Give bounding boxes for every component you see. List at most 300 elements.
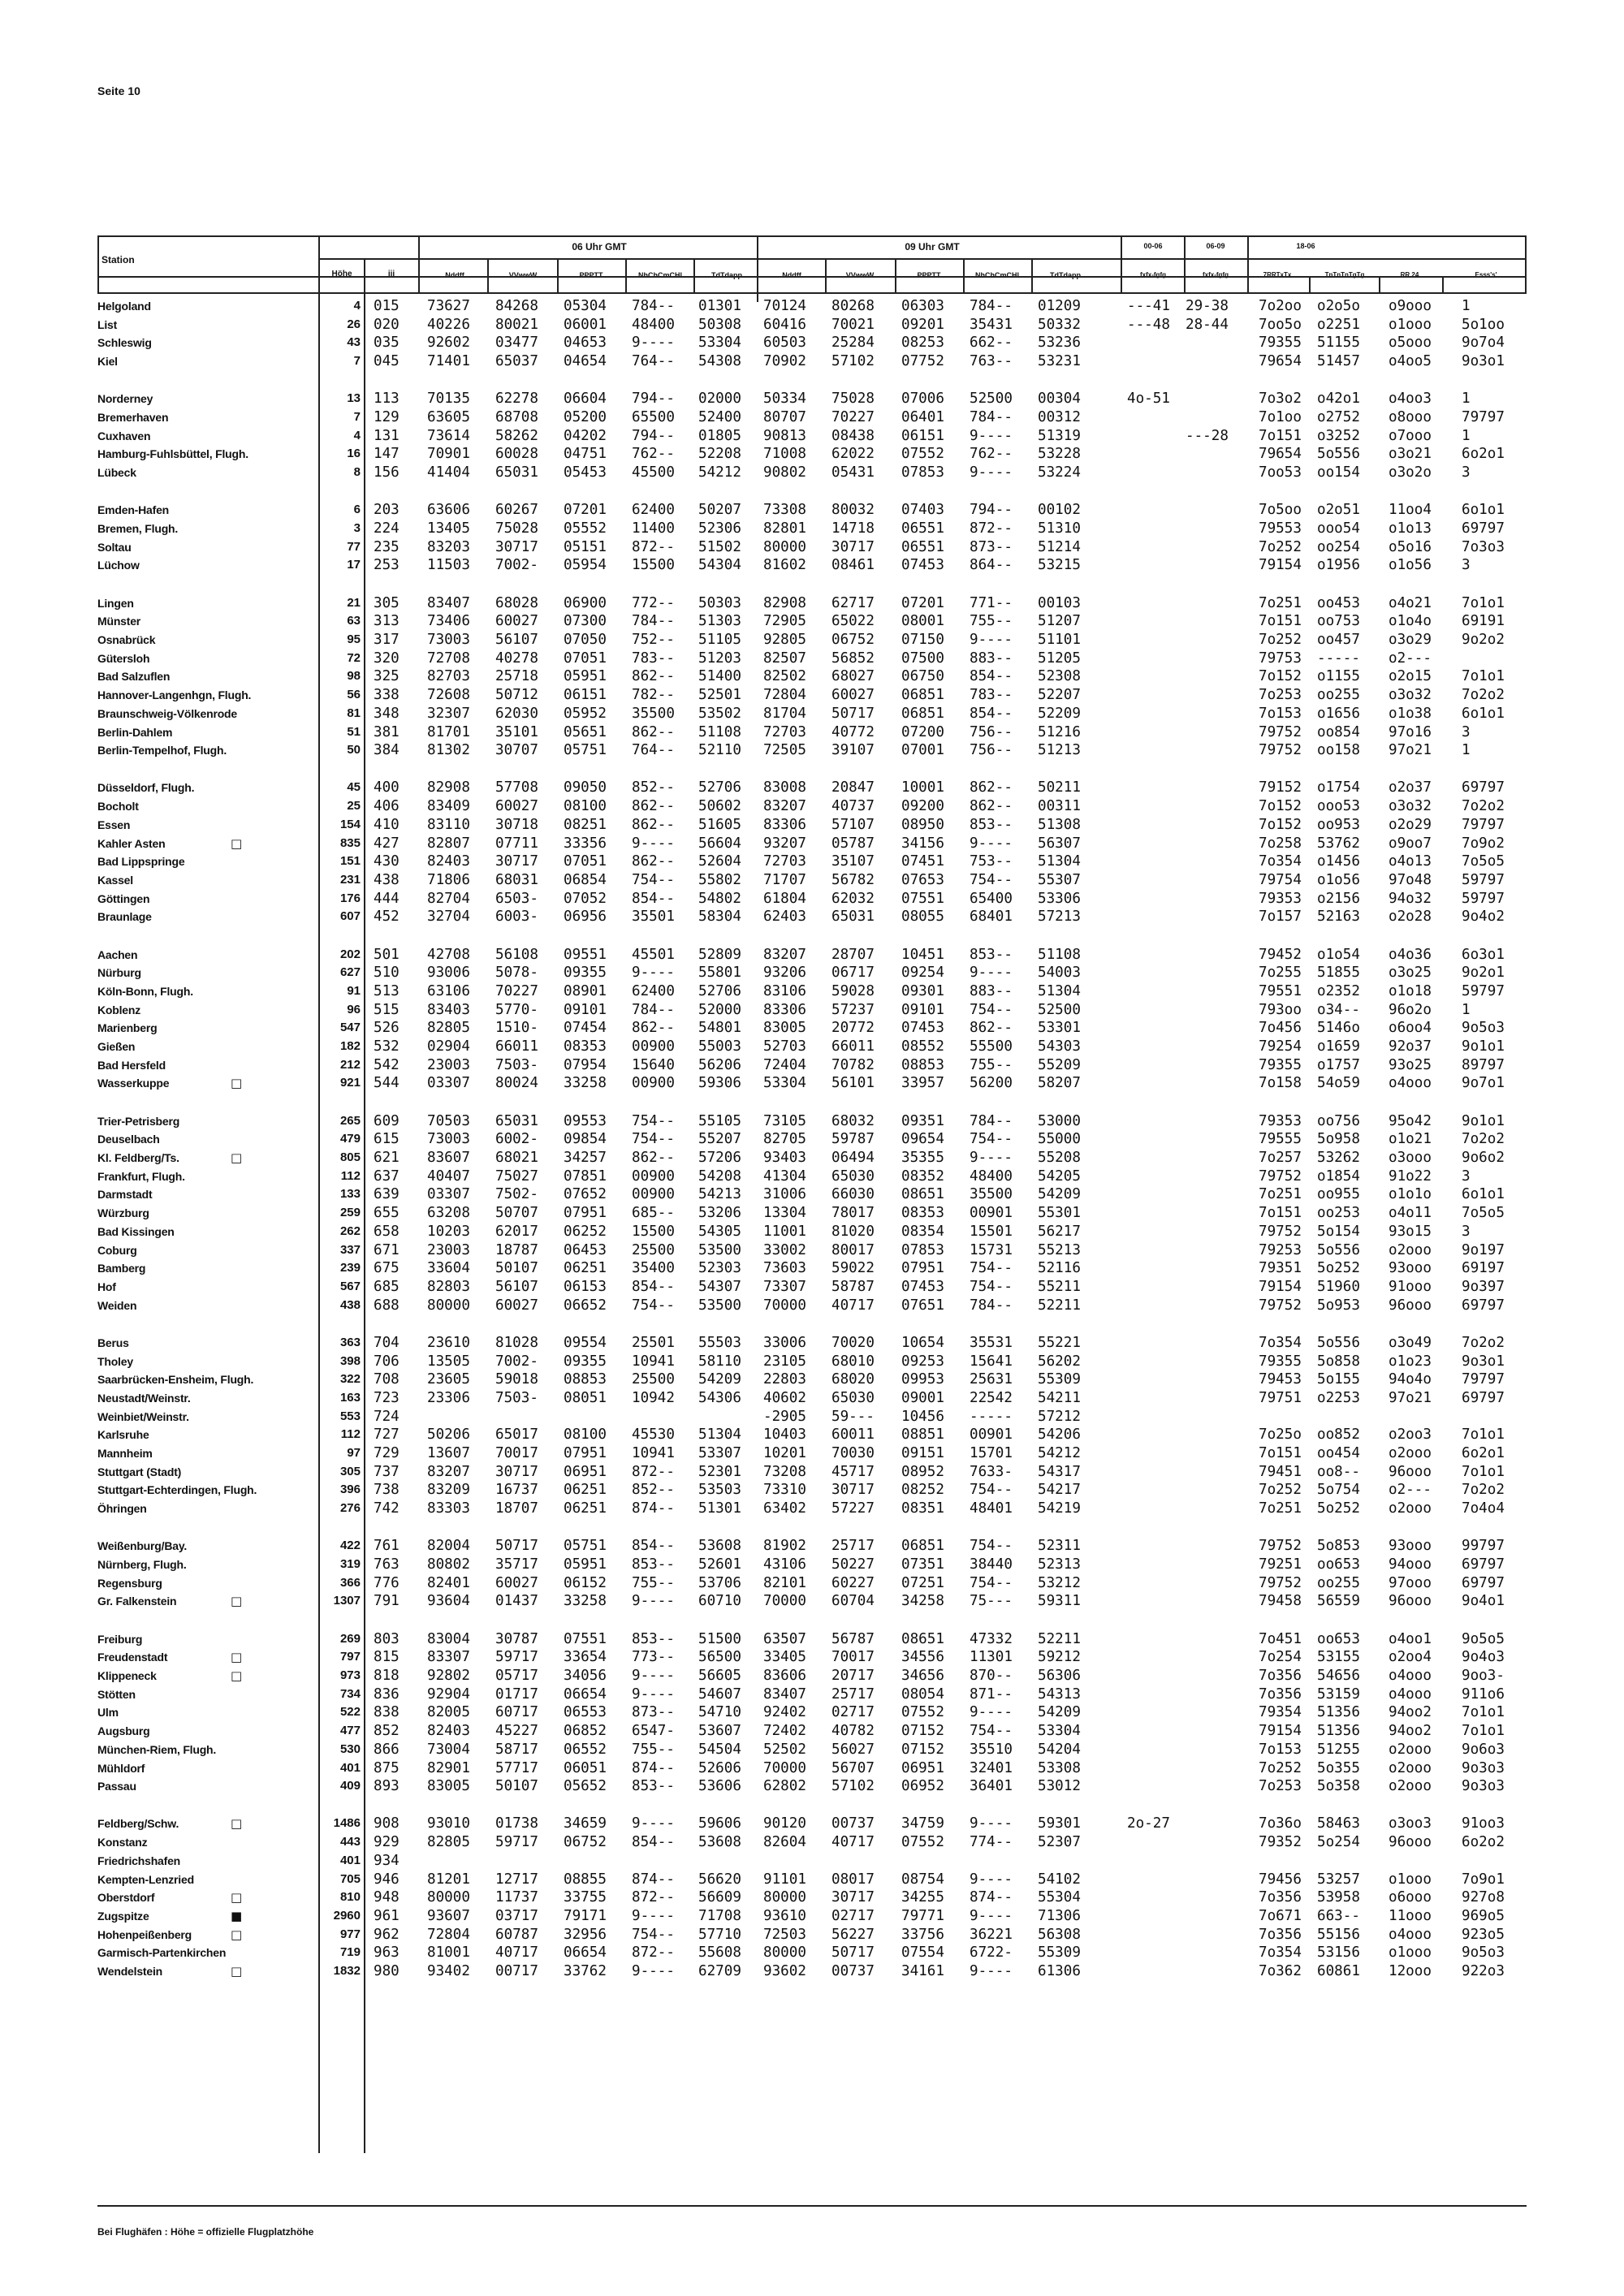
cell-tn: 53262: [1317, 1150, 1360, 1166]
cell-rr-tx: 7o1oo: [1259, 409, 1302, 425]
rule: [1442, 276, 1444, 294]
cell-09-ppptt: 06750: [901, 668, 944, 685]
cell-09-nddff: 72404: [763, 1056, 806, 1073]
cell-06-nddff: 23306: [427, 1389, 470, 1406]
cell-06-dewpoint: 54213: [698, 1186, 741, 1203]
station-name: Bad Kissingen: [97, 1224, 175, 1238]
cell-06-clouds: 25500: [632, 1371, 675, 1388]
cell-rr-tx: 79456: [1259, 1871, 1302, 1888]
cell-gust-0609: 29-38: [1186, 298, 1229, 314]
cell-06-vvwww: 7503-: [495, 1389, 538, 1406]
cell-09-nddff: 62403: [763, 908, 806, 926]
table-row: [0, 612, 1624, 630]
cell-09-nddff: 83005: [763, 1020, 806, 1037]
cell-09-vvwww: 59022: [831, 1260, 875, 1277]
table-row: [0, 297, 1624, 315]
cell-snow: 9o3o1: [1462, 1353, 1505, 1370]
station-elevation: 409: [339, 1779, 361, 1793]
cell-06-dewpoint: 54801: [698, 1020, 741, 1037]
cell-06-clouds: 794--: [632, 427, 675, 444]
station-elevation: 398: [339, 1353, 361, 1368]
cell-rr-tx: 79752: [1259, 742, 1302, 759]
cell-iii: 742: [374, 1500, 400, 1517]
station-elevation: 567: [339, 1279, 361, 1293]
station-name: Mannheim: [97, 1447, 153, 1460]
cell-06-ppptt: 33654: [564, 1649, 607, 1666]
cell-tn: oo8--: [1317, 1463, 1360, 1480]
cell-tn: 55156: [1317, 1926, 1360, 1943]
cell-09-nddff: 80000: [763, 1944, 806, 1962]
cell-09-nddff: 70000: [763, 1593, 806, 1610]
cell-06-ppptt: 04751: [564, 446, 607, 463]
cell-snow: 1: [1462, 427, 1471, 444]
cell-09-ppptt: 07351: [901, 1556, 944, 1573]
cell-09-dewpoint: 53228: [1038, 446, 1081, 463]
cell-06-vvwww: 30717: [495, 538, 538, 555]
cell-06-vvwww: 66011: [495, 1038, 538, 1055]
cell-06-clouds: 62400: [632, 982, 675, 999]
cell-iii: 818: [374, 1668, 400, 1684]
cell-09-nddff: 83306: [763, 1001, 806, 1018]
cell-06-dewpoint: 52706: [698, 779, 741, 796]
cell-06-clouds: 764--: [632, 353, 675, 370]
station-name: Stuttgart (Stadt): [97, 1465, 182, 1478]
station-name: Würzburg: [97, 1206, 149, 1220]
rule: [1121, 235, 1122, 294]
cell-09-clouds: 68401: [970, 908, 1013, 926]
cell-09-clouds: 9----: [970, 1963, 1013, 1979]
table-row: [0, 316, 1624, 334]
cell-06-clouds: 35501: [632, 908, 675, 926]
cell-09-ppptt: 34255: [901, 1889, 944, 1906]
cell-06-dewpoint: 54710: [698, 1704, 741, 1721]
cell-09-nddff: 43106: [763, 1556, 806, 1573]
cell-06-dewpoint: 53606: [698, 1778, 741, 1795]
cell-06-ppptt: 33755: [564, 1889, 607, 1906]
cell-09-dewpoint: 52209: [1038, 705, 1081, 722]
header-station: Station: [102, 254, 135, 265]
cell-09-clouds: 9----: [970, 1704, 1013, 1721]
cell-09-vvwww: 60227: [831, 1574, 875, 1591]
cell-09-dewpoint: 55309: [1038, 1371, 1081, 1388]
cell-09-nddff: 33405: [763, 1649, 806, 1666]
station-name: Berus: [97, 1336, 129, 1349]
header-06-dewpoint: TdTdapp: [711, 271, 742, 279]
cell-tn: oo254: [1317, 538, 1360, 555]
mountain-station-marker-icon: ■: [231, 1908, 243, 1923]
cell-06-dewpoint: 52000: [698, 1001, 741, 1018]
cell-06-clouds: 874--: [632, 1759, 675, 1776]
cell-snow: 6o2o1: [1462, 1445, 1505, 1461]
cell-09-dewpoint: 55221: [1038, 1334, 1081, 1351]
cell-09-vvwww: 02717: [831, 1704, 875, 1721]
cell-06-clouds: 9----: [632, 835, 675, 852]
cell-tn: oo158: [1317, 742, 1360, 759]
cell-tn: 5o556: [1317, 446, 1360, 463]
station-elevation: 17: [347, 558, 361, 572]
cell-06-nddff: 82403: [427, 853, 470, 870]
table-row: [0, 1019, 1624, 1037]
cell-06-ppptt: 33762: [564, 1963, 607, 1979]
cell-rr24: o2---: [1389, 1482, 1432, 1499]
cell-09-vvwww: 68010: [831, 1353, 875, 1370]
cell-rr24: o1o38: [1389, 705, 1432, 722]
cell-06-vvwww: 60027: [495, 613, 538, 630]
table-row: [0, 1389, 1624, 1407]
cell-09-clouds: 11301: [970, 1649, 1013, 1666]
cell-09-clouds: 864--: [970, 557, 1013, 574]
station-elevation: 973: [339, 1668, 361, 1682]
cell-06-nddff: 63606: [427, 502, 470, 519]
cell-09-vvwww: 62022: [831, 446, 875, 463]
cell-rr24: o2o28: [1389, 908, 1432, 926]
station-name: Lübeck: [97, 466, 136, 480]
station-elevation: 21: [347, 595, 361, 610]
cell-rr-tx: 7o252: [1259, 538, 1302, 555]
cell-06-ppptt: 07051: [564, 650, 607, 667]
table-row: [0, 890, 1624, 908]
cell-06-nddff: 73406: [427, 613, 470, 630]
station-elevation: 91: [347, 983, 361, 998]
cell-06-dewpoint: 01301: [698, 298, 741, 314]
cell-tn: 5o556: [1317, 1241, 1360, 1258]
cell-snow: 7o1o1: [1462, 1426, 1505, 1444]
cell-09-vvwww: 30717: [831, 538, 875, 555]
station-elevation: 95: [347, 632, 361, 646]
cell-09-dewpoint: 53301: [1038, 1020, 1081, 1037]
cell-06-nddff: 83303: [427, 1500, 470, 1517]
cell-snow: 922o3: [1462, 1963, 1505, 1979]
cell-rr24: 91ooo: [1389, 1278, 1432, 1295]
cell-09-nddff: 90120: [763, 1815, 806, 1832]
cell-09-vvwww: 68032: [831, 1112, 875, 1129]
cell-06-dewpoint: 56620: [698, 1871, 741, 1888]
rule: [97, 276, 1527, 278]
table-row: [0, 686, 1624, 704]
cell-06-dewpoint: 54304: [698, 557, 741, 574]
cell-09-vvwww: 20772: [831, 1020, 875, 1037]
cell-06-vvwww: 00717: [495, 1963, 538, 1979]
cell-rr24: o6ooo: [1389, 1889, 1432, 1906]
cell-tn: oo457: [1317, 632, 1360, 648]
cell-06-clouds: 852--: [632, 1482, 675, 1499]
station-elevation: 835: [339, 835, 361, 850]
station-elevation: 7: [353, 410, 361, 424]
cell-09-dewpoint: 59212: [1038, 1649, 1081, 1666]
cell-06-dewpoint: 52110: [698, 742, 741, 759]
cell-09-clouds: 873--: [970, 538, 1013, 555]
cell-06-ppptt: 06752: [564, 1834, 607, 1851]
cell-snow: 69191: [1462, 613, 1505, 630]
table-row: [0, 1592, 1624, 1610]
cell-09-nddff: 33006: [763, 1334, 806, 1351]
station-elevation: 422: [339, 1539, 361, 1553]
station-elevation: 3: [353, 521, 361, 535]
cell-09-nddff: 52502: [763, 1741, 806, 1758]
cell-06-vvwww: 56107: [495, 632, 538, 648]
cell-06-vvwww: 30718: [495, 816, 538, 833]
cell-06-nddff: 82805: [427, 1020, 470, 1037]
cell-tn: oo653: [1317, 1556, 1360, 1573]
rule: [418, 235, 420, 294]
cell-09-ppptt: 33957: [901, 1075, 944, 1092]
cell-rr24: o7ooo: [1389, 427, 1432, 444]
cell-tn: oo854: [1317, 723, 1360, 740]
cell-09-clouds: 9----: [970, 632, 1013, 648]
cell-06-clouds: 794--: [632, 391, 675, 408]
station-name: Essen: [97, 818, 131, 831]
cell-06-dewpoint: 71708: [698, 1907, 741, 1924]
station-elevation: 43: [347, 335, 361, 350]
cell-09-nddff: 81602: [763, 557, 806, 574]
cell-tn: o2251: [1317, 316, 1360, 333]
cell-09-vvwww: 25717: [831, 1685, 875, 1703]
station-name: Osnabrück: [97, 633, 156, 646]
cell-09-clouds: 9----: [970, 965, 1013, 982]
station-name: Göttingen: [97, 891, 150, 905]
rule: [825, 258, 827, 294]
cell-09-nddff: 73603: [763, 1260, 806, 1277]
cell-09-ppptt: 06303: [901, 298, 944, 314]
cell-06-vvwww: 60028: [495, 446, 538, 463]
table-row: [0, 1444, 1624, 1462]
cell-06-clouds: 9----: [632, 1815, 675, 1832]
cell-06-ppptt: 08901: [564, 982, 607, 999]
cell-rr24: o4oo3: [1389, 391, 1432, 408]
cell-09-ppptt: 07453: [901, 1278, 944, 1295]
cell-06-dewpoint: 51304: [698, 1426, 741, 1444]
station-elevation: 8: [353, 465, 361, 480]
cell-06-nddff: 73614: [427, 427, 470, 444]
cell-06-nddff: 80000: [427, 1889, 470, 1906]
cell-snow: 79797: [1462, 816, 1505, 833]
cell-iii: 348: [374, 705, 400, 722]
cell-09-vvwww: 05787: [831, 835, 875, 852]
table-row: [0, 1556, 1624, 1573]
cell-snow: 3: [1462, 557, 1471, 574]
cell-06-clouds: 9----: [632, 965, 675, 982]
cell-09-clouds: 00901: [970, 1205, 1013, 1222]
cell-09-clouds: 65400: [970, 890, 1013, 907]
cell-09-vvwww: 25717: [831, 1538, 875, 1555]
cell-09-clouds: 32401: [970, 1759, 1013, 1776]
cell-09-ppptt: 07001: [901, 742, 944, 759]
cell-snow: 9o5o3: [1462, 1944, 1505, 1962]
table-row: [0, 1353, 1624, 1370]
cell-06-vvwww: 7502-: [495, 1186, 538, 1203]
table-row: [0, 1537, 1624, 1555]
cell-06-ppptt: 06553: [564, 1704, 607, 1721]
cell-06-clouds: 862--: [632, 723, 675, 740]
cell-09-ppptt: 79771: [901, 1907, 944, 1924]
table-row: [0, 946, 1624, 964]
table-row: [0, 464, 1624, 481]
cell-09-dewpoint: 56306: [1038, 1668, 1081, 1684]
cell-06-clouds: 862--: [632, 816, 675, 833]
cell-rr24: 96ooo: [1389, 1834, 1432, 1851]
station-name: Weißenburg/Bay.: [97, 1539, 188, 1553]
cell-rr24: o4o11: [1389, 1205, 1432, 1222]
cell-06-ppptt: 06552: [564, 1741, 607, 1758]
cell-snow: 9o4o2: [1462, 908, 1505, 926]
cell-iii: 313: [374, 613, 400, 630]
cell-09-clouds: 853--: [970, 816, 1013, 833]
cell-rr24: 97ooo: [1389, 1574, 1432, 1591]
cell-rr24: o2ooo: [1389, 1500, 1432, 1517]
cell-06-vvwww: 16737: [495, 1482, 538, 1499]
station-elevation: 262: [339, 1224, 361, 1238]
cell-iii: 724: [374, 1408, 400, 1425]
cell-snow: 911o6: [1462, 1685, 1505, 1703]
cell-rr24: 96ooo: [1389, 1297, 1432, 1314]
cell-09-vvwww: 57102: [831, 353, 875, 370]
table-row: [0, 1185, 1624, 1203]
cell-06-clouds: 685--: [632, 1205, 675, 1222]
cell-iii: 639: [374, 1186, 400, 1203]
cell-tn: oo255: [1317, 687, 1360, 704]
cell-snow: 7o2o2: [1462, 1334, 1505, 1351]
cell-06-nddff: 83203: [427, 538, 470, 555]
station-elevation: 154: [339, 817, 361, 831]
cell-09-ppptt: 06952: [901, 1778, 944, 1795]
cell-06-dewpoint: 54209: [698, 1371, 741, 1388]
cell-09-ppptt: 08651: [901, 1186, 944, 1203]
cell-06-vvwww: 59717: [495, 1834, 538, 1851]
cell-06-vvwww: 56107: [495, 1278, 538, 1295]
cell-09-clouds: 784--: [970, 1112, 1013, 1129]
cell-iii: 305: [374, 594, 400, 611]
cell-09-vvwww: 66011: [831, 1038, 875, 1055]
table-row: [0, 1074, 1624, 1092]
cell-06-ppptt: 08251: [564, 816, 607, 833]
cell-09-ppptt: 08351: [901, 1500, 944, 1517]
cell-06-vvwww: 68708: [495, 409, 538, 425]
cell-snow: 9o2o2: [1462, 632, 1505, 648]
cell-06-clouds: 62400: [632, 502, 675, 519]
header-06-nddff: Nddff: [445, 271, 464, 279]
cell-iii: 675: [374, 1260, 400, 1277]
cell-06-vvwww: 40278: [495, 650, 538, 667]
cell-tn: oo953: [1317, 816, 1360, 833]
station-elevation: 401: [339, 1853, 361, 1867]
cell-iii: 381: [374, 723, 400, 740]
table-row: [0, 1741, 1624, 1759]
cell-iii: 763: [374, 1556, 400, 1573]
cell-09-dewpoint: 51304: [1038, 853, 1081, 870]
cell-06-nddff: 72608: [427, 687, 470, 704]
cell-06-vvwww: 68031: [495, 871, 538, 888]
cell-06-vvwww: 50107: [495, 1778, 538, 1795]
table-row: [0, 1871, 1624, 1888]
header-period-0609: 06-09: [1206, 242, 1225, 250]
cell-06-dewpoint: 51500: [698, 1630, 741, 1647]
station-elevation: 477: [339, 1724, 361, 1738]
cell-06-dewpoint: 54504: [698, 1741, 741, 1758]
cell-09-clouds: 754--: [970, 1538, 1013, 1555]
cell-06-vvwww: 50712: [495, 687, 538, 704]
cell-09-clouds: 872--: [970, 520, 1013, 537]
cell-06-vvwww: 50107: [495, 1260, 538, 1277]
cell-09-dewpoint: 54303: [1038, 1038, 1081, 1055]
cell-06-vvwww: 30787: [495, 1630, 538, 1647]
cell-09-dewpoint: 58207: [1038, 1075, 1081, 1092]
table-row: [0, 1370, 1624, 1388]
cell-iii: 658: [374, 1223, 400, 1240]
cell-09-dewpoint: 54219: [1038, 1500, 1081, 1517]
cell-iii: 410: [374, 816, 400, 833]
cell-snow: 7o2o2: [1462, 687, 1505, 704]
cell-06-nddff: 40407: [427, 1167, 470, 1185]
station-name: Braunschweig-Völkenrode: [97, 706, 237, 720]
cell-06-ppptt: 05552: [564, 520, 607, 537]
station-elevation: 438: [339, 1297, 361, 1312]
cell-06-vvwww: 58717: [495, 1741, 538, 1758]
station-elevation: 977: [339, 1927, 361, 1941]
station-elevation: 366: [339, 1575, 361, 1590]
cell-rr-tx: 7o251: [1259, 1500, 1302, 1517]
cell-tn: 53159: [1317, 1685, 1360, 1703]
cell-06-ppptt: 05453: [564, 464, 607, 481]
station-elevation: 56: [347, 688, 361, 702]
cell-09-ppptt: 07451: [901, 853, 944, 870]
station-elevation: 163: [339, 1390, 361, 1405]
station-name: Weiden: [97, 1298, 137, 1312]
cell-06-ppptt: 06252: [564, 1223, 607, 1240]
cell-rr24: 96ooo: [1389, 1463, 1432, 1480]
cell-iii: 253: [374, 557, 400, 574]
cell-09-ppptt: 34161: [901, 1963, 944, 1979]
cell-06-vvwww: 01738: [495, 1815, 538, 1832]
cell-09-dewpoint: 52311: [1038, 1538, 1081, 1555]
cell-06-nddff: 82401: [427, 1574, 470, 1591]
cell-09-ppptt: 06401: [901, 409, 944, 425]
cell-09-nddff: 53304: [763, 1075, 806, 1092]
cell-06-nddff: 83209: [427, 1482, 470, 1499]
station-elevation: 305: [339, 1464, 361, 1478]
table-row: [0, 445, 1624, 463]
header-09-nddff: Nddff: [782, 271, 801, 279]
cell-snow: 9o1o1: [1462, 1112, 1505, 1129]
cell-06-ppptt: 08855: [564, 1871, 607, 1888]
cell-09-vvwww: 66030: [831, 1186, 875, 1203]
cell-06-dewpoint: 52400: [698, 409, 741, 425]
cell-09-nddff: 80707: [763, 409, 806, 425]
cell-tn: 58463: [1317, 1815, 1360, 1832]
cell-iii: 406: [374, 798, 400, 815]
cell-06-vvwww: 65031: [495, 464, 538, 481]
cell-06-dewpoint: 53607: [698, 1723, 741, 1740]
cell-iii: 320: [374, 650, 400, 667]
cell-09-clouds: 763--: [970, 353, 1013, 370]
cell-06-nddff: 83403: [427, 1001, 470, 1018]
cell-09-vvwww: 35107: [831, 853, 875, 870]
header-group-09: 09 Uhr GMT: [905, 241, 960, 252]
cell-06-dewpoint: 52301: [698, 1463, 741, 1480]
cell-06-clouds: 754--: [632, 1112, 675, 1129]
cell-09-ppptt: 08252: [901, 1482, 944, 1499]
cell-06-ppptt: 07201: [564, 502, 607, 519]
station-name: Oberstdorf: [97, 1891, 155, 1905]
cell-09-clouds: 754--: [970, 1482, 1013, 1499]
cell-09-nddff: 92402: [763, 1704, 806, 1721]
cell-06-ppptt: 06854: [564, 871, 607, 888]
station-elevation: 72: [347, 650, 361, 665]
cell-06-nddff: 23003: [427, 1056, 470, 1073]
cell-06-nddff: 82805: [427, 1834, 470, 1851]
cell-tn: 5146o: [1317, 1020, 1360, 1037]
cell-06-vvwww: 84268: [495, 298, 538, 314]
cell-snow: 9o4o3: [1462, 1649, 1505, 1666]
